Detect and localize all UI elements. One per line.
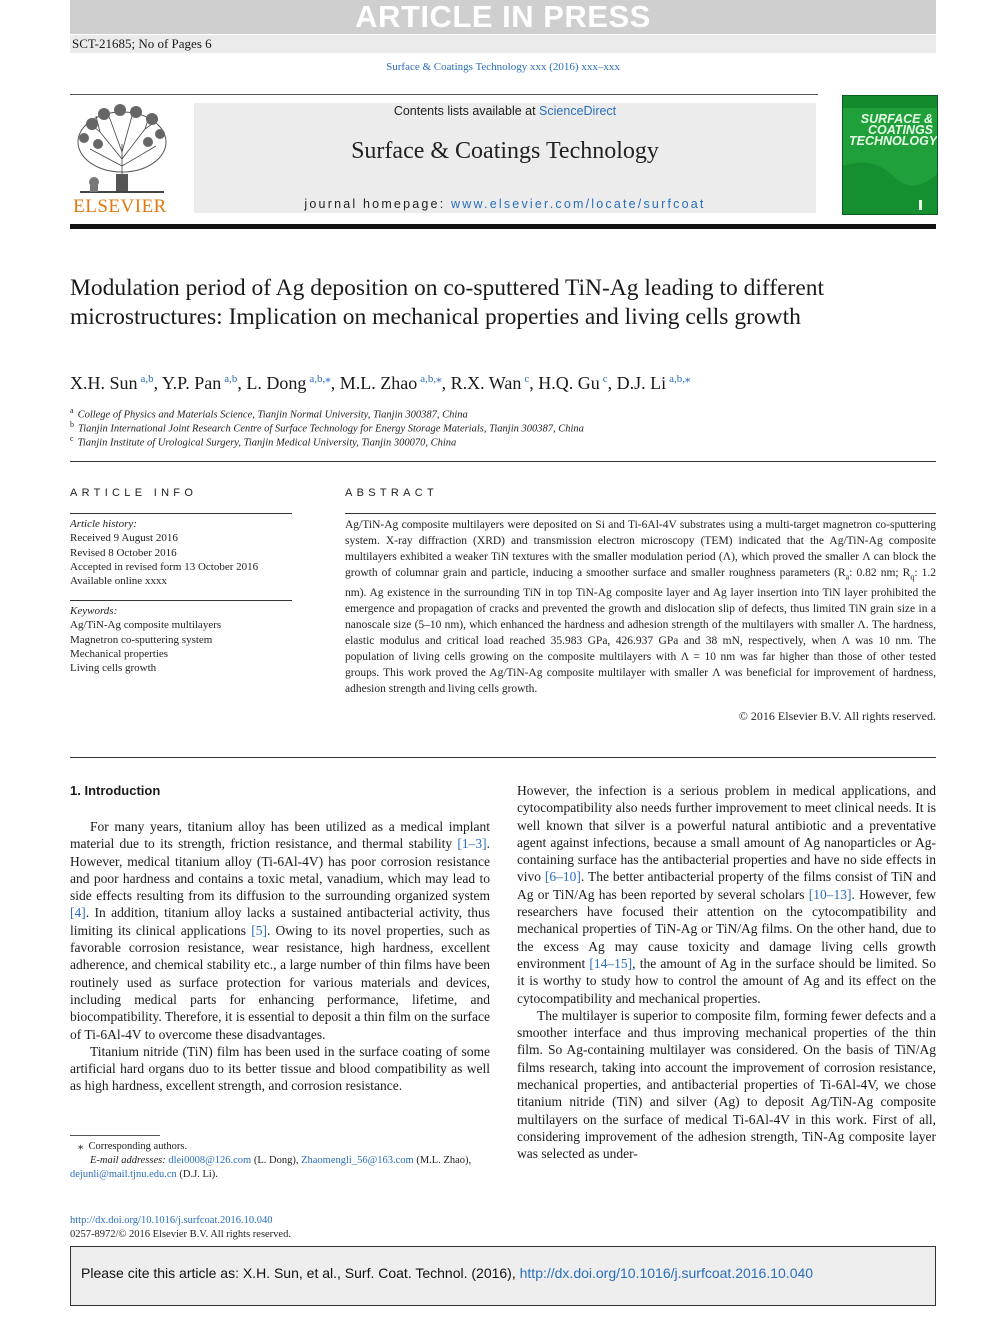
article-title: Modulation period of Ag deposition on co-sputtered TiN-Ag leading to different microstructures: Implication on mechanical properties and living cells growth bbox=[70, 275, 825, 330]
cover-title: SURFACE & COATINGS TECHNOLOGY bbox=[849, 112, 938, 148]
article-in-press-banner: ARTICLE IN PRESS bbox=[70, 0, 936, 34]
author-affiliation-marker[interactable]: a,b,⁎ bbox=[309, 373, 331, 385]
citation-link[interactable]: [1–3] bbox=[457, 836, 487, 852]
introduction-heading: 1. Introduction bbox=[70, 783, 161, 798]
citation-box bbox=[70, 1246, 936, 1306]
email-link[interactable]: dlei0008@126.com bbox=[168, 1155, 252, 1166]
author-affiliation-marker[interactable]: a,b,⁎ bbox=[420, 373, 442, 385]
journal-homepage-link[interactable]: www.elsevier.com/locate/surfcoat bbox=[451, 197, 706, 211]
keywords-rule bbox=[70, 600, 292, 601]
contents-line: Contents lists available at ScienceDirect bbox=[393, 104, 617, 118]
article-info-heading: ARTICLE INFO bbox=[70, 487, 198, 499]
author-name[interactable]: R.X. Wan bbox=[450, 373, 522, 393]
affiliation-c: $^c$ Tianjin Institute of Urological Surgery, Tianjin Medical University, Tianjin 300070, China bbox=[70, 434, 457, 449]
author-affiliation-marker[interactable]: a,b bbox=[140, 373, 154, 385]
citation-link[interactable]: [5] bbox=[251, 922, 267, 938]
citation-link[interactable]: [14–15] bbox=[589, 955, 633, 971]
sciencedirect-link[interactable]: ScienceDirect bbox=[539, 104, 617, 118]
author-name[interactable]: L. Dong bbox=[246, 373, 307, 393]
author-name[interactable]: M.L. Zhao bbox=[339, 373, 418, 393]
author-affiliation-marker[interactable]: a,b bbox=[224, 373, 238, 385]
abstract-heading: ABSTRACT bbox=[345, 487, 439, 499]
header-rule-bottom bbox=[70, 224, 936, 229]
header-rule-top bbox=[70, 94, 818, 95]
email-link[interactable]: Zhaomengli_56@163.com bbox=[301, 1155, 414, 1166]
citation-link[interactable]: [10–13] bbox=[808, 886, 852, 902]
article-history: Article history: Received 9 August 2016 Revised 8 October 2016 Accepted in revised form 13 October 2016 Available online xxxx bbox=[70, 518, 259, 588]
affiliation-b: $^b$ Tianjin International Joint Research Centre of Surface Technology for Energy Storage Materials, Tianjin 300387, China bbox=[70, 420, 584, 435]
abstract-rule bbox=[345, 513, 936, 514]
intro-right-column: However, the infection is a serious problem in medical applications, and cytocompatibility also needs further improvement to meet clinical needs. It is well known that silver is a powerful natural antibiotic and a preventative agent against infections, because a small amount of Ag nanoparticles or Ag-containing surface has the antibacterial properties and have no side effects in vivo [6–10]. The better antibacterial property of the films consist of TiN and Ag or TiN/Ag has been reported by several scholars [10–13]. However, few researchers have focused their attention on the cytocompatibility and mechanical properties of TiN-Ag or TiN/Ag films. On the other hand, due to the excess Ag may cause toxicity and damage living cells growth environment [14–15], the amount of Ag in the surface should be limited. So it is worthy to study how to control the amount of Ag and its effect on the cytocompatibility and mechanical properties. The multilayer is superior to composite film, forming fewer defects and a smoother interface and thus improving mechanical properties of the thin film. So Ag-containing multilayer was considered. On the basis of TiN/Ag films research, taking into account the improvement of corrosion resistance, mechanical properties, and antibacterial properties of Ti-6Al-4V, we chose titanium nitride (TiN) and silver (Ag) to deposit Ag/TiN-Ag composite multilayers on the surface of medical Ti-6Al-4V in this work. First of all, considering improvement of the adhesion strength, TiN-Ag composite layer was selected as under- bbox=[517, 783, 936, 1162]
author-affiliation-marker[interactable]: c bbox=[602, 373, 608, 385]
author-affiliation-marker[interactable]: c bbox=[524, 373, 530, 385]
keywords-list: Keywords: Ag/TiN-Ag composite multilayers Magnetron co-sputtering system Mechanical properties Living cells growth bbox=[70, 605, 222, 675]
author-list: X.H. Sun $^{a,b}$, Y.P. Pan $^{a,b}$, L. Dong $^{a,b,⁎}$, M.L. Zhao $^{a,b,⁎}$, R.X. Wan $^c$, H.Q. Gu $^c$, D.J. Li $^{a,b,⁎}$ bbox=[70, 373, 691, 393]
manuscript-line: SCT-21685; No of Pages 6 bbox=[70, 35, 936, 53]
abstract-copyright: © 2016 Elsevier B.V. All rights reserved. bbox=[738, 709, 936, 723]
article-info-rule bbox=[70, 513, 292, 514]
doi-link[interactable]: http://dx.doi.org/10.1016/j.surfcoat.2016.10.040 bbox=[70, 1215, 273, 1226]
citation-link[interactable]: [6–10] bbox=[544, 869, 581, 885]
email-link[interactable]: dejunli@mail.tjnu.edu.cn bbox=[70, 1169, 177, 1180]
author-name[interactable]: H.Q. Gu bbox=[538, 373, 600, 393]
journal-homepage-line: journal homepage: www.elsevier.com/locate/surfcoat bbox=[304, 197, 706, 211]
author-name[interactable]: D.J. Li bbox=[616, 373, 667, 393]
citation-link[interactable]: [4] bbox=[70, 905, 86, 921]
abstract-divider bbox=[70, 757, 936, 758]
citation-text: Please cite this article as: X.H. Sun, et al., Surf. Coat. Technol. (2016), http://dx.doi.org/10.1016/j.surfcoat.2016.10.040 bbox=[81, 1265, 814, 1281]
citation-doi-link[interactable]: http://dx.doi.org/10.1016/j.surfcoat.2016.10.040 bbox=[519, 1265, 814, 1281]
author-affiliation-marker[interactable]: a,b,⁎ bbox=[669, 373, 691, 385]
author-name[interactable]: Y.P. Pan bbox=[162, 373, 222, 393]
affiliation-a: $^a$ College of Physics and Materials Science, Tianjin Normal University, Tianjin 300387, China bbox=[70, 406, 468, 421]
footnote-rule bbox=[70, 1135, 160, 1136]
author-name[interactable]: X.H. Sun bbox=[70, 373, 138, 393]
elsevier-logo-text: ELSEVIER bbox=[73, 196, 167, 217]
journal-reference-link[interactable]: Surface & Coatings Technology xxx (2016) xxx–xxx bbox=[386, 61, 620, 73]
journal-title: Surface & Coatings Technology bbox=[351, 138, 659, 164]
corresponding-footnote: ⁎ Corresponding authors. E-mail addresses: dlei0008@126.com (L. Dong), Zhaomengli_56@163.com (M.L. Zhao), dejunli@mail.tjnu.edu.cn (D.J. Li). bbox=[70, 1141, 472, 1180]
abstract-text: Ag/TiN-Ag composite multilayers were deposited on Si and Ti-6Al-4V substrates using a multi-target magnetron co-sputtering system. X-ray diffraction (XRD) and transmission electron microscopy (TEM) indicated that the Ag/TiN-Ag composite multilayers exhibited a weaker TiN textures with the smaller modulation period (Λ), which proved the smaller Λ can block the growth of columnar grain and particle, inducing a smoother surface and smaller roughness parameters ($R_a$: 0.82 nm; $R_q$: 1.2 nm). Ag existence in the surrounding TiN in top TiN-Ag composite layer and Ag layer insertion into TiN layer prohibited the emergence and propagation of cracks and prevented the growth and dislocation slip of defects, thus limited TiN grain size in a nanoscale size (5–10 nm), which enhanced the hardness and adhesion strength of the multilayers with smaller Λ. The hardness, elastic modulus and critical load reached 35.983 GPa, 426.937 GPa and 38 mN, respectively, when Λ was 10 nm. The population of living cells growing on the composite multilayers with Λ = 10 nm was far higher than those of other tested groups. This work proved the Ag/TiN-Ag composite multilayer with smaller Λ was beneficial for improvement of hardness, adhesion strength and living cells growth. bbox=[345, 519, 936, 696]
intro-left-column: For many years, titanium alloy has been utilized as a medical implant material due to its strength, friction resistance, and thermal stability [1–3]. However, medical titanium alloy (Ti-6Al-4V) has poor corrosion resistance and poor hardness and contains a toxic metal, vanadium, which may lead to side effects resulting from its diffusion to the surrounding organized system [4]. In addition, titanium alloy lacks a sustained antibacterial activity, thus limiting its clinical applications [5]. Owing to its novel properties, such as favorable corrosion resistance, wear resistance, high hardness, excellent adherence, and chemical stability etc., a large number of thin films have been routinely used as surface protection for various materials and devices, including medical parts for enhancing performance, lifetime, and biocompatibility. Therefore, it is essential to deposit a thin film on the surface of Ti-6Al-4V to overcome these disadvantages. Titanium nitride (TiN) film has been used in the surface coating of some artificial hard organs duo to its better tissue and blood compatibility as well as high hardness, excellent strength, and corrosion resistance. bbox=[70, 819, 490, 1094]
issn-line: 0257-8972/© 2016 Elsevier B.V. All rights reserved. bbox=[70, 1229, 291, 1240]
journal-cover-thumbnail[interactable] bbox=[842, 95, 938, 215]
affiliation-divider bbox=[70, 461, 936, 462]
